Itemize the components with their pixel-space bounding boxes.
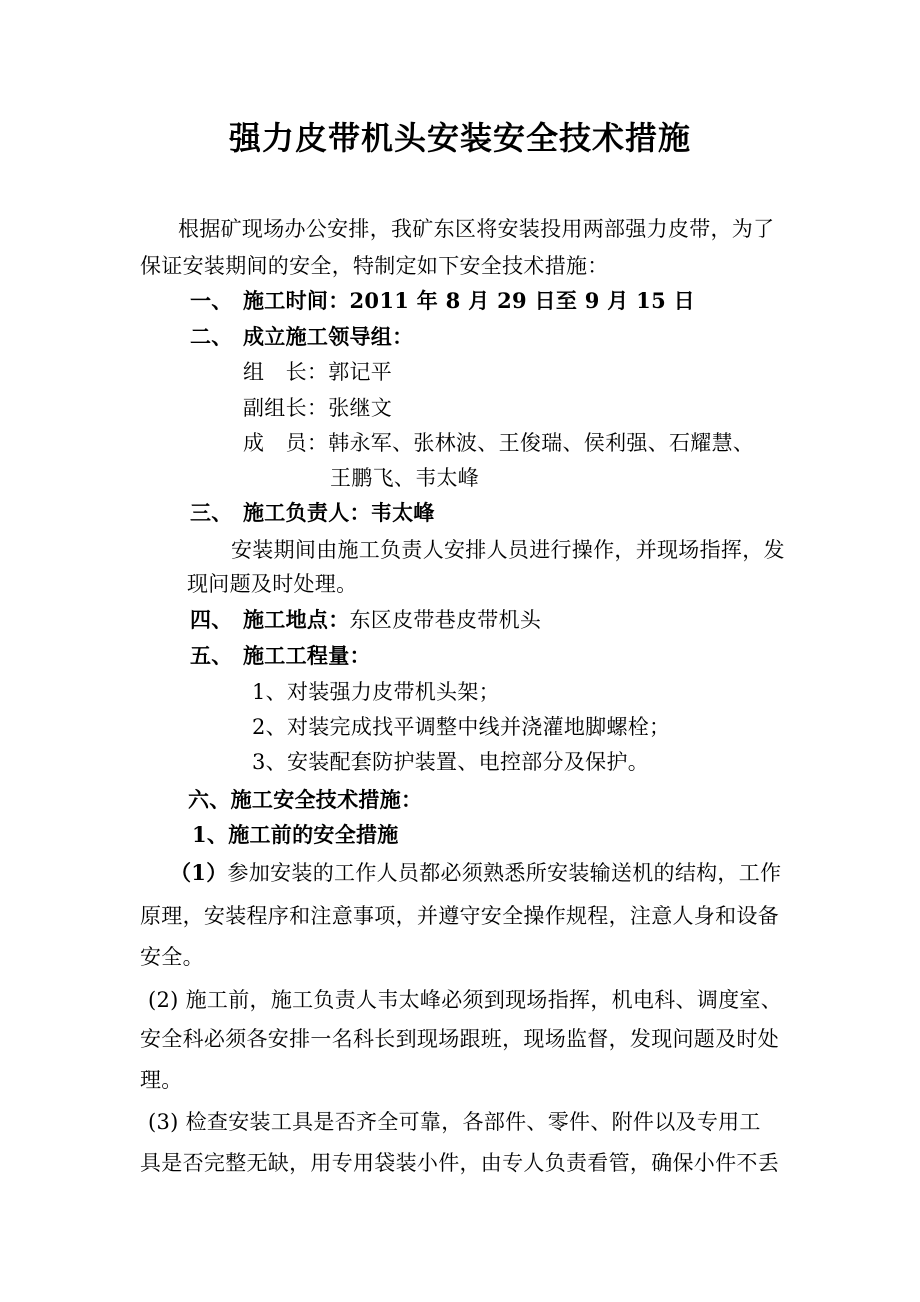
- measure-3-line-1: (3) 检查安装工具是否齐全可靠，各部件、零件、附件以及专用工: [148, 1110, 761, 1134]
- section-4-number: 四、: [190, 607, 233, 632]
- measure-1-line-3: 安全。: [140, 945, 204, 969]
- measure-1-number: （1）: [170, 860, 228, 885]
- members-line: 成 员：韩永军、张林波、王俊瑞、侯利强、石耀慧、: [243, 431, 755, 455]
- section-6-subheading-1: 1、施工前的安全措施: [192, 822, 399, 847]
- section-4-value: 东区皮带巷皮带机头: [349, 608, 542, 632]
- measure-1-line-1: [170, 858, 781, 888]
- work-item-2: 2、对装完成找平调整中线并浇灌地脚螺栓；: [252, 715, 671, 739]
- section-2-text: 成立施工领导组：: [243, 324, 414, 349]
- section-6-heading: 六、施工安全技术措施：: [188, 787, 423, 812]
- measure-1-line-2: 原理，安装程序和注意事项，并遵守安全操作规程，注意人身和设备: [140, 904, 779, 928]
- measure-3-line-2: 具是否完整无缺，用专用袋装小件，由专人负责看管，确保小件不丢: [140, 1151, 779, 1175]
- intro-line-1: 根据矿现场办公安排，我矿东区将安装投用两部强力皮带，为了: [178, 217, 775, 241]
- members-continued-line: 王鹏飞、韦太峰: [330, 466, 480, 490]
- section-4-line: [243, 605, 541, 635]
- intro-line-2: 保证安装期间的安全，特制定如下安全技术措施：: [140, 254, 609, 278]
- document-title: 强力皮带机头安装安全技术措施: [228, 119, 691, 157]
- section-3-paragraph-line-1: 安装期间由施工负责人安排人员进行操作，并现场指挥，发: [231, 538, 785, 562]
- section-1-number: 一、: [190, 288, 233, 313]
- section-3-number: 三、: [190, 500, 233, 525]
- deputy-leader-line: 副组长：张继文: [243, 396, 393, 420]
- section-4-label: 施工地点：: [243, 607, 350, 632]
- measure-2-line-3: 理。: [140, 1068, 183, 1092]
- measure-1-text: 参加安装的工作人员都必须熟悉所安装输送机的结构，工作: [227, 861, 782, 885]
- section-5-number: 五、: [190, 643, 233, 668]
- section-3-text: 施工负责人：韦太峰: [243, 500, 435, 525]
- work-item-1: 1、对装强力皮带机头架；: [252, 680, 500, 704]
- measure-2-line-1: (2) 施工前，施工负责人韦太峰必须到现场指挥，机电科、调度室、: [148, 988, 783, 1012]
- section-5-text: 施工工程量：: [243, 643, 371, 668]
- measure-2-line-2: 安全科必须各安排一名科长到现场跟班，现场监督，发现问题及时处: [140, 1027, 779, 1051]
- section-1-text: 施工时间：2011 年 8 月 29 日至 9 月 15 日: [243, 288, 695, 313]
- section-2-number: 二、: [190, 324, 233, 349]
- work-item-3: 3、安装配套防护装置、电控部分及保护。: [252, 750, 650, 774]
- leader-line: 组 长：郭记平: [243, 360, 393, 384]
- section-3-paragraph-line-2: 现问题及时处理。: [187, 572, 358, 596]
